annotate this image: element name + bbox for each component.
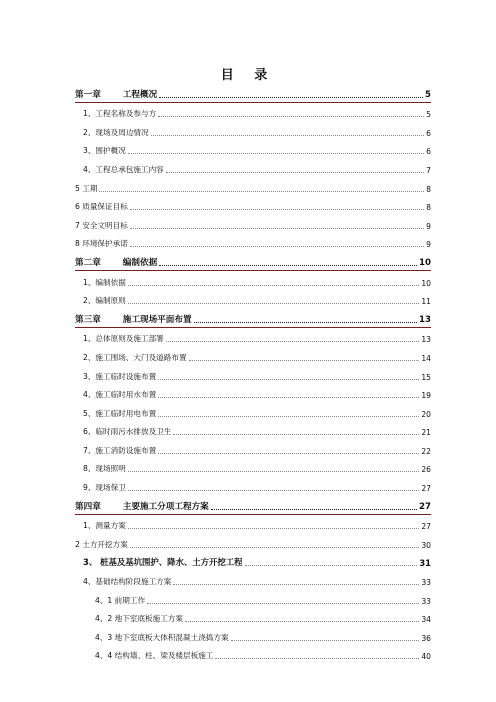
toc-entry-label: 4、3 地下室底板大体积混凝土浇捣方案 [95,632,229,642]
toc-page-number: 10 [419,257,431,268]
dot-leader [158,115,424,117]
dot-leader [128,152,424,154]
toc-entry-label: 3、施工临时设施布置 [83,371,157,381]
toc-entry[interactable] [75,214,431,233]
toc-page-number: 22 [421,446,431,456]
toc-entry[interactable] [75,233,431,252]
dot-leader [99,190,424,192]
toc-entry-label: 5 工期 [75,183,98,193]
toc-page-number: 15 [421,372,431,382]
toc-entry[interactable] [75,458,431,477]
toc-page-number: 7 [426,165,431,175]
dot-leader [166,340,420,342]
toc-entry[interactable] [75,515,431,534]
dot-leader [130,546,420,548]
toc-entry[interactable] [75,121,431,140]
dot-leader [128,470,420,472]
dot-leader [189,359,420,361]
toc-entry[interactable] [75,290,431,309]
dot-leader [130,227,424,229]
toc-entry[interactable] [75,140,431,159]
dot-leader [158,378,419,380]
toc-page-number: 36 [421,633,431,643]
dot-leader [147,602,419,604]
dot-leader [173,583,419,585]
dot-leader [128,489,420,491]
toc-page-number: 6 [426,147,431,157]
toc-page-number: 27 [421,484,431,494]
dot-leader [166,171,424,173]
toc-entry-label: 第二章 编制依据 [75,257,158,268]
toc-entry-label: 第四章 主要施工分项工程方案 [75,501,209,512]
toc-entry[interactable] [75,308,431,328]
toc-page-number: 33 [421,596,431,606]
dot-leader [130,208,424,210]
chapter-title: 施工现场平面布置 [122,314,192,325]
toc-entry-label: 8 环境保护承诺 [75,239,128,249]
toc-entry-label: 1、工程名称及参与方 [83,109,157,119]
toc-page-number: 5 [426,110,431,120]
toc-page-number: 13 [421,335,431,345]
toc-page-number: 11 [421,297,431,307]
toc-entry-label: 第一章 工程概况 [75,89,158,100]
toc-entry[interactable] [75,570,431,589]
toc-entry[interactable] [75,645,431,664]
toc-entry-label: 1、编制依据 [83,277,126,287]
toc-entry[interactable] [75,271,431,290]
toc-page-number: 19 [421,391,431,401]
chapter-title: 工程概况 [122,89,158,100]
page-title: 目 录 [220,68,276,83]
toc-entry[interactable] [75,495,431,515]
toc-page-number: 6 [426,128,431,138]
toc-entry[interactable] [75,589,431,608]
toc-page-number: 26 [421,465,431,475]
toc-entry-label: 7、施工消防设施布置 [83,445,157,455]
dot-leader [231,639,420,641]
toc-entry[interactable] [75,251,431,271]
toc-entry[interactable] [75,608,431,627]
toc-page-number: 10 [421,278,431,288]
toc-entry-label: 第三章 施工现场平面布置 [75,314,192,325]
toc-entry-label: 9、现场保卫 [83,483,126,493]
dot-leader [128,284,420,286]
dot-leader [194,321,417,323]
toc-page-number: 33 [421,578,431,588]
toc-entry-label: 2 土方开挖方案 [75,539,128,549]
toc-entry-label: 3、围护概况 [83,146,126,156]
toc-entry-label: 2、施工围场、大门及道路布置 [83,352,187,362]
toc-entry-label: 3、 桩基及基坑围护、降水、土方开挖工程 [83,557,243,568]
toc-entry[interactable] [75,365,431,384]
dot-leader [215,657,419,659]
toc-entry-label: 4、4 结构墙、柱、梁及楼层板施工 [95,651,214,661]
toc-page-number: 40 [421,652,431,662]
toc-page-number: 34 [421,615,431,625]
toc-page-number: 27 [421,522,431,532]
toc-page-number: 20 [421,409,431,419]
toc-entry-label: 2、现场及周边情况 [83,127,149,137]
toc-page-number: 31 [419,558,431,569]
toc-entry[interactable] [75,384,431,403]
toc-entry[interactable] [75,346,431,365]
toc-entry[interactable] [75,552,431,571]
chapter-title: 主要施工分项工程方案 [122,501,209,512]
toc-entry-label: 4、1 前期工作 [95,595,146,605]
dot-leader [173,433,419,435]
toc-entry-label: 6 质量保证目标 [75,202,128,212]
dot-leader [245,564,418,566]
dot-leader [158,396,419,398]
dot-leader [158,452,419,454]
toc-entry[interactable] [75,421,431,440]
toc-entry[interactable] [75,402,431,421]
toc-entry-label: 4、施工临时用水布置 [83,390,157,400]
chapter-title: 编制依据 [122,257,158,268]
toc-entry[interactable] [75,439,431,458]
toc-entry[interactable] [75,476,431,495]
table-of-contents [75,83,431,663]
toc-entry[interactable] [75,103,431,122]
toc-entry-label: 7 安全文明目标 [75,220,128,230]
toc-entry-label: 4、2 地下室底板施工方案 [95,614,184,624]
toc-page-number: 14 [421,353,431,363]
toc-page-number: 9 [426,240,431,250]
toc-page-number: 8 [426,184,431,194]
toc-entry-label: 8、现场照明 [83,464,126,474]
toc-entry-label: 4、工程总承包施工内容 [83,164,164,174]
toc-page-number: 5 [425,89,431,100]
dot-leader [185,620,419,622]
dot-leader [130,245,424,247]
toc-page-number: 9 [426,221,431,231]
toc-entry-label: 1、测量方案 [83,521,126,531]
dot-leader [159,96,423,98]
toc-page-number: 30 [421,540,431,550]
toc-entry[interactable] [75,158,431,177]
toc-entry-label: 6、临时雨污水排放及卫生 [83,427,172,437]
toc-entry[interactable] [75,177,431,196]
toc-entry[interactable] [75,626,431,645]
toc-entry[interactable] [75,83,431,103]
toc-page-number: 21 [421,428,431,438]
toc-page-number: 13 [419,314,431,325]
toc-page-number: 8 [426,203,431,213]
dot-leader [158,415,419,417]
toc-entry-label: 1、总体原则及施工部署 [83,334,164,344]
dot-leader [151,134,425,136]
dot-leader [159,264,417,266]
dot-leader [128,302,420,304]
toc-entry-label: 5、施工临时用电布置 [83,408,157,418]
toc-entry[interactable] [75,533,431,552]
toc-entry[interactable] [75,328,431,347]
dot-leader [211,508,417,510]
toc-entry-label: 4、基础结构阶段施工方案 [83,577,172,587]
toc-page-number: 27 [419,501,431,512]
dot-leader [128,527,420,529]
toc-entry[interactable] [75,196,431,215]
toc-entry-label: 2、编制原则 [83,296,126,306]
